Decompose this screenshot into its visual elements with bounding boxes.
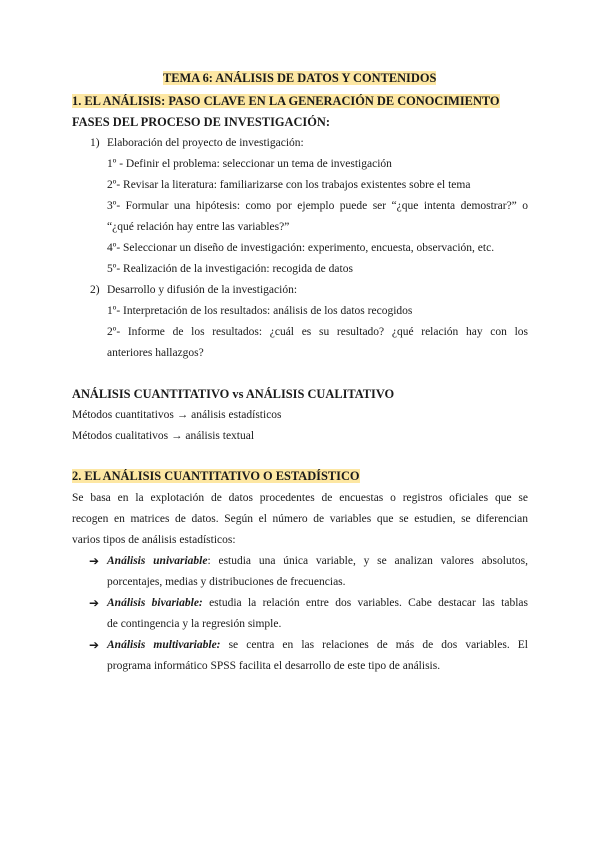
phase-2-step-2-cont: anteriores hallazgos?: [107, 347, 204, 359]
section-2-intro-line-1: Se basa en la explotación de datos procedentes de encuestas o registros oficiales que se: [72, 492, 528, 504]
comparison-line-2: Métodos cualitativos → análisis textual: [72, 430, 255, 442]
comparison-heading: ANÁLISIS CUANTITATIVO vs ANÁLISIS CUALITATIVO: [72, 387, 395, 401]
comparison-line-1: Métodos cuantitativos → análisis estadísticos: [72, 409, 282, 421]
section-2-intro-line-2: recogen en matrices de datos. Según el número de variables que se estudien, se diferencian: [72, 513, 528, 525]
bullet-bivariable-text: estudia la relación entre dos variables. Cabe destacar las tablas: [202, 597, 528, 609]
bullet-multivariable-text: se centra en las relaciones de más de dos variables. El: [220, 639, 528, 651]
bullet-bivariable-term: Análisis bivariable:: [107, 597, 203, 609]
phase-1-label: Elaboración del proyecto de investigación:: [107, 137, 304, 149]
phase-1-number: 1): [90, 137, 100, 149]
bullet-bivariable-cont: de contingencia y la regresión simple.: [107, 618, 282, 630]
phase-1-step-1: 1º - Definir el problema: seleccionar un tema de investigación: [107, 158, 392, 170]
bullet-univariable-cont: porcentajes, medias y distribuciones de frecuencias.: [107, 576, 346, 588]
section-2-intro-line-3: varios tipos de análisis estadísticos:: [72, 534, 236, 546]
phase-1-step-2: 2º- Revisar la literatura: familiarizarse con los trabajos existentes sobre el tema: [107, 179, 471, 191]
phase-1-step-5: 5º- Realización de la investigación: recogida de datos: [107, 263, 353, 275]
bullet-univariable: [107, 554, 528, 568]
section-1-heading: 1. EL ANÁLISIS: PASO CLAVE EN LA GENERACIÓN DE CONOCIMIENTO: [72, 94, 500, 108]
phase-2-number: 2): [90, 284, 100, 296]
arrow-right-icon: ➔: [89, 638, 100, 652]
bullet-bivariable: [107, 596, 528, 610]
phase-2-step-2: 2º- Informe de los resultados: ¿cuál es su resultado? ¿qué relación hay con los: [107, 326, 528, 338]
bullet-univariable-text: : estudia una única variable, y se analizan valores absolutos,: [207, 555, 528, 567]
bullet-multivariable-cont: programa informático SPSS facilita el desarrollo de este tipo de análisis.: [107, 660, 441, 672]
arrow-right-icon: ➔: [89, 596, 100, 610]
phase-2-step-1: 1º- Interpretación de los resultados: análisis de los datos recogidos: [107, 305, 413, 317]
phase-1-step-3-cont: “¿qué relación hay entre las variables?”: [107, 221, 290, 233]
section-2-heading: 2. EL ANÁLISIS CUANTITATIVO O ESTADÍSTICO: [72, 469, 360, 483]
bullet-multivariable-term: Análisis multivariable:: [107, 639, 221, 651]
bullet-univariable-term: Análisis univariable: [107, 555, 208, 567]
arrow-right-icon: ➔: [89, 554, 100, 568]
phase-1-step-3: 3º- Formular una hipótesis: como por ejemplo puede ser “¿que intenta demostrar?” o: [107, 200, 528, 212]
phase-2-label: Desarrollo y difusión de la investigación:: [107, 284, 298, 296]
phase-1-step-4: 4º- Seleccionar un diseño de investigación: experimento, encuesta, observación, etc.: [107, 242, 495, 254]
phases-subheading: FASES DEL PROCESO DE INVESTIGACIÓN:: [72, 115, 330, 129]
bullet-multivariable: [107, 638, 528, 652]
page-title: TEMA 6: ANÁLISIS DE DATOS Y CONTENIDOS: [163, 71, 437, 85]
